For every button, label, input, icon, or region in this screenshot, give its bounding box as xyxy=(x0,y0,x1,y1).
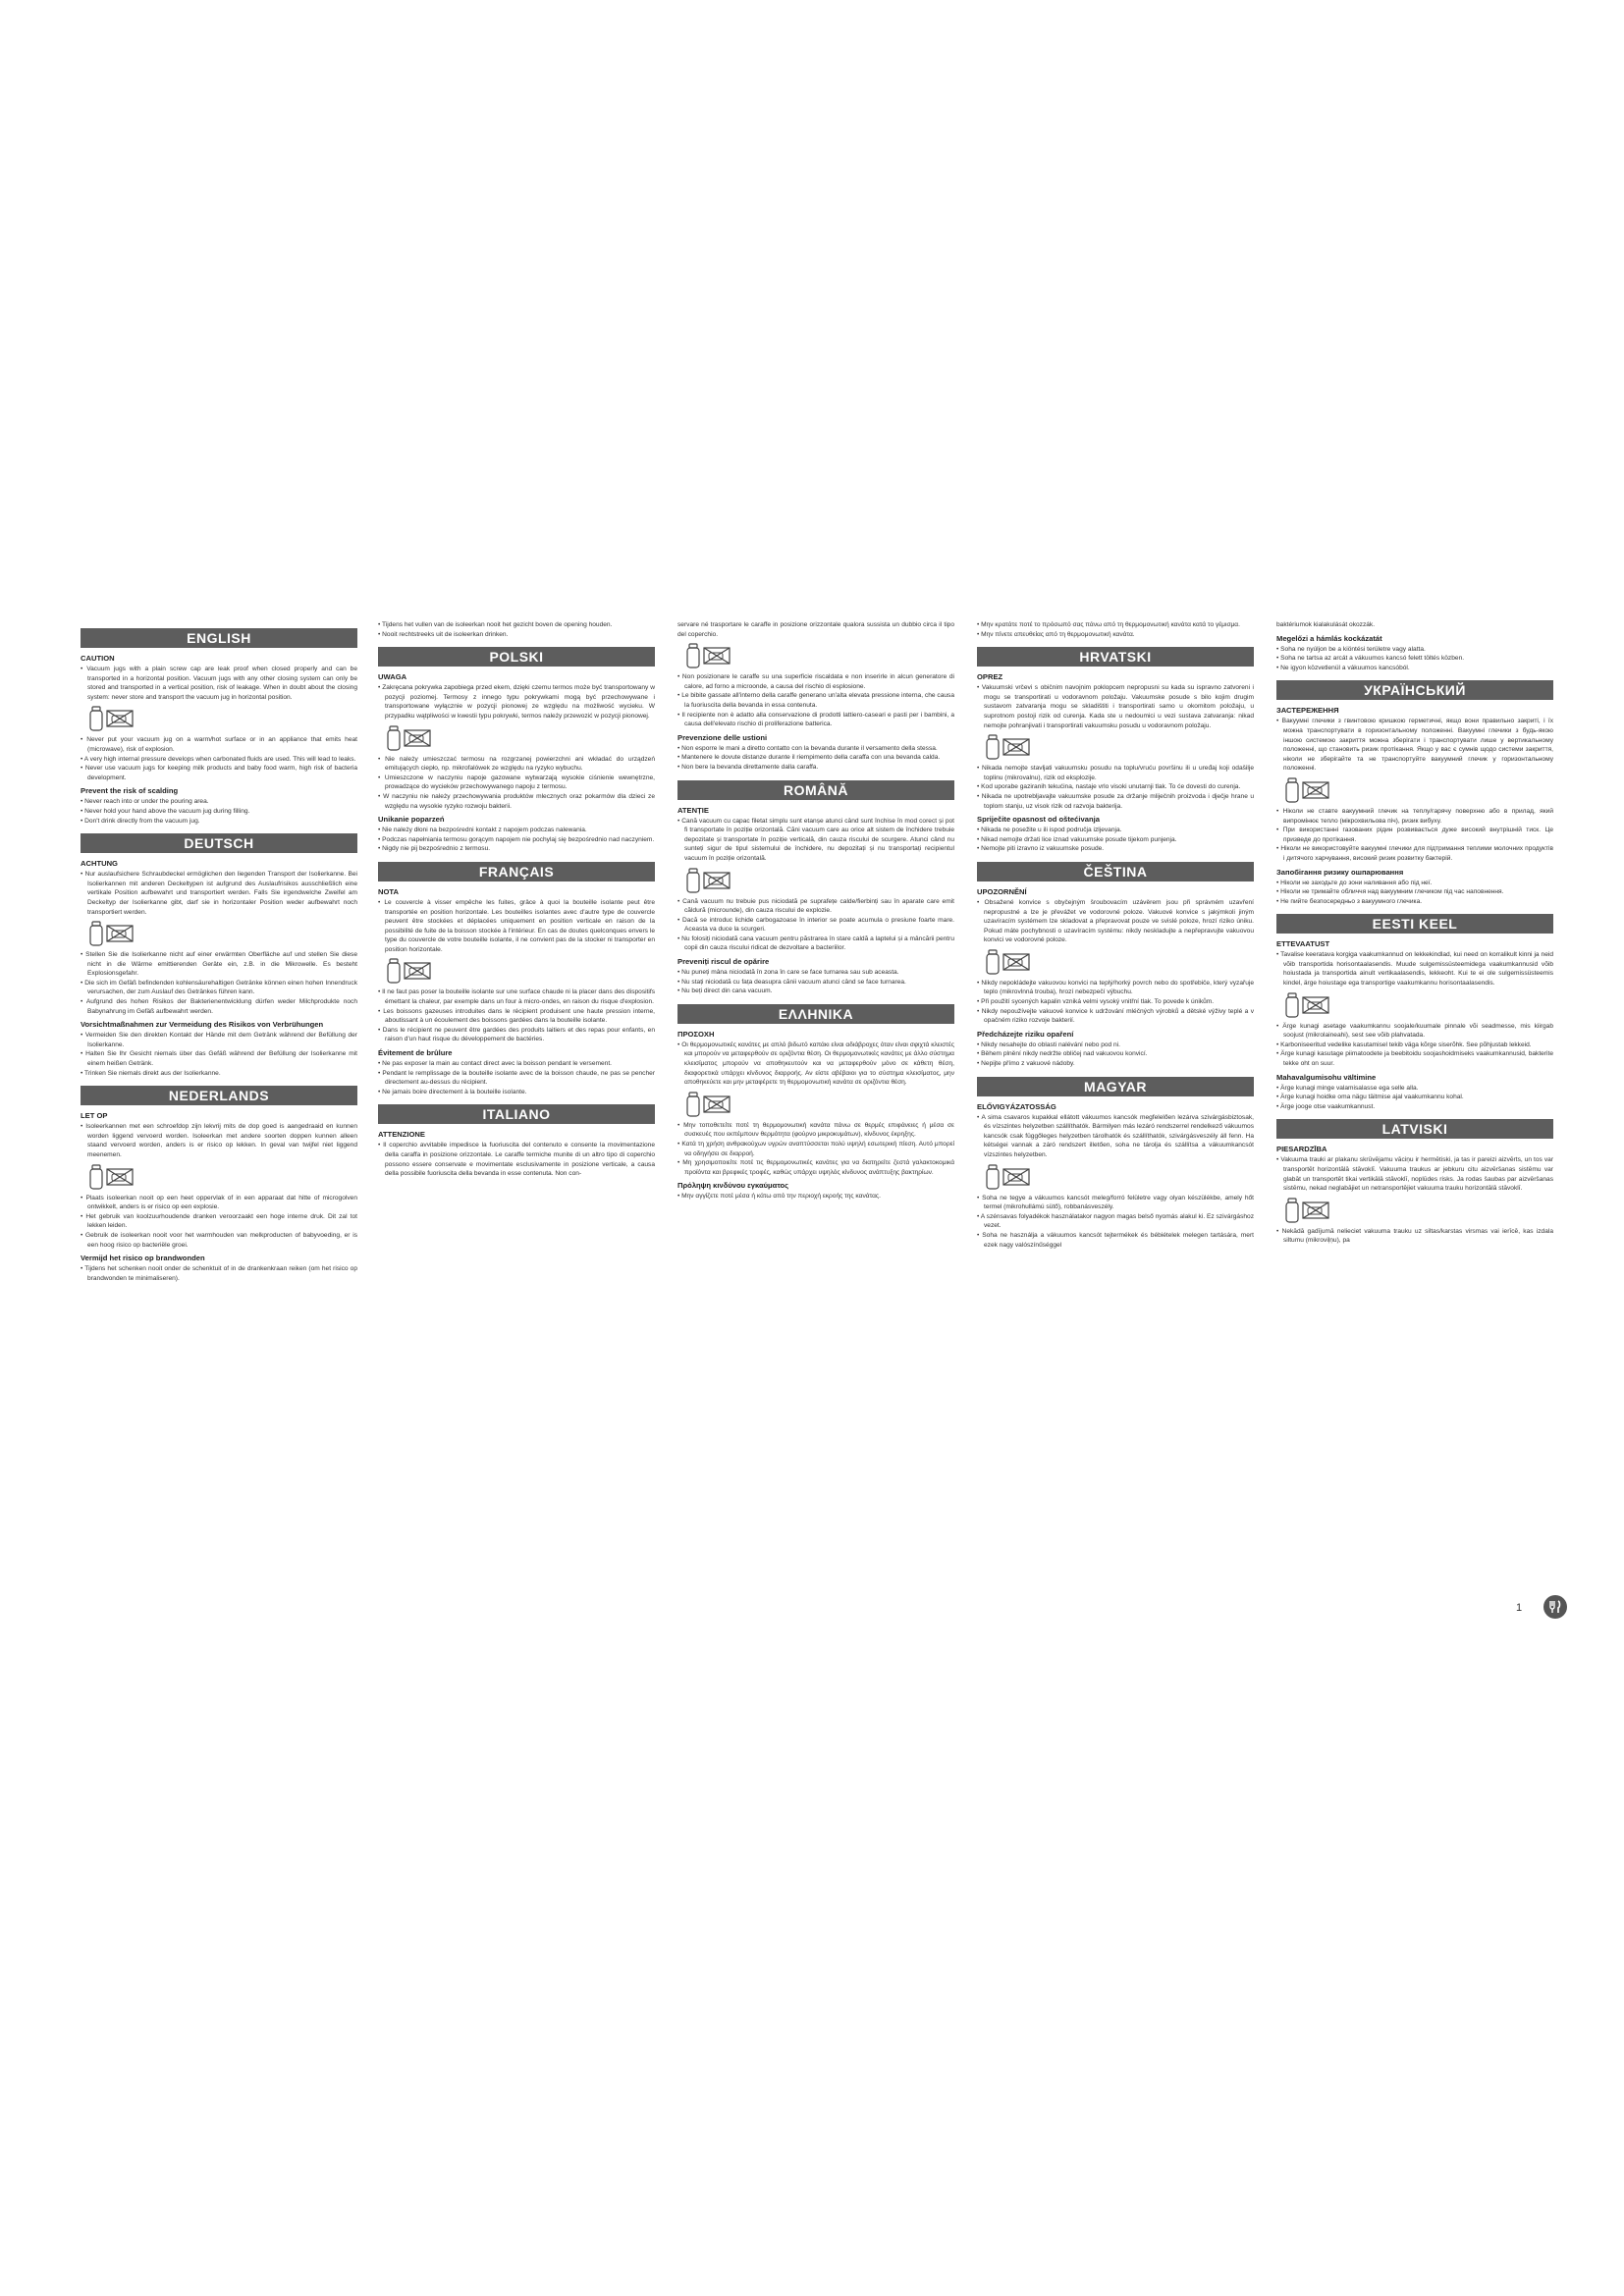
section-français xyxy=(378,862,655,1097)
bullet-item: • Vacuum jugs with a plain screw cap are leak proof when closed properly and can be transported in a horizontal position. Vacuum jugs with any other closing system can only be stored and transported in a vertical position, risk of leakage. When in doubt about the closing system: never store and transport the vacuum jug in horizontal position. xyxy=(81,665,357,702)
bullet-item: • Ärge jooge otse vaakumkannust. xyxy=(1276,1102,1553,1112)
bullet-item: • Nikada ne upotrebljavajte vakuumske posude za držanje mliječnih proizvoda i dječje hrane u toplom stanju, uz visok rizik od razvoja bakterija. xyxy=(977,792,1254,811)
bullet-item: • Κατά τη χρήση ανθρακούχων υγρών αναπτύσσεται πολύ υψηλή εσωτερική πίεση. Αυτό μπορεί να οδηγήσει σε διαρροή. xyxy=(677,1140,954,1158)
bullet-item: • Nur auslaufsichere Schraubdeckel ermöglichen den liegenden Transport der Isolierkanne. Bei Isolierkannen mit anderen Deckeltypen ist aufgrund des Auslaufrisikos ausschließlich eine vertikale Position aufbewahrt und transportiert werden. Falls Sie irgendwelche Zweifel am Deckeltyp der Isolierkanne gibt, darf sie in horizontaler Position weder aufbewahrt noch transportiert werden. xyxy=(81,870,357,917)
bullet-item: • Dans le récipient ne peuvent être gardées des produits laitiers et des repas pour enfants, en raison d'un haut risque du développement de bactéries. xyxy=(378,1026,655,1044)
bullet-item: • Karboniseeritud vedelike kasutamisel tekib väga kõrge siserõhk. See põhjustab lekkeid. xyxy=(1276,1041,1553,1050)
column-2 xyxy=(378,620,655,1183)
no-horizontal-warning-pictogram xyxy=(1284,1198,1553,1223)
section-magyar xyxy=(977,1077,1254,1251)
bullet-item: • Kod uporabe gaziranih tekućina, nastaje vrlo visoki unutarnji tlak. To će dovesti do curenja. xyxy=(977,782,1254,792)
upright-jug-icon xyxy=(985,1164,1001,1190)
bullet-item: • Cană vacuum cu capac filetat simplu sunt etanșe atunci când sunt închise în mod corect și pot fi transportate în poziție orizontală. Căni vacuum care au orice alt sistem de închidere trebuie depozitate și transportate în poziție verticală, din cauza riscului de scurgere. Atunci când nu sunteți sigur de tipul sistemului de închidere, nu depozitați și nu transportați recipientul vacuum în poziție orizontală. xyxy=(677,817,954,864)
subheading: UWAGA xyxy=(378,672,407,682)
bullet-item: • Ніколи не заходьте до зони наливання або під неї. xyxy=(1276,879,1553,888)
subheading: Prevent the risk of scalding xyxy=(81,786,179,796)
column-3 xyxy=(677,620,954,1205)
bullet-item: • Μην πίνετε απευθείας από τη θερμομονωτική κανάτα. xyxy=(977,630,1254,640)
bullet-item: • Během plnění nikdy nedržte obličej nad vakuovou konvicí. xyxy=(977,1049,1254,1059)
bullet-item: • Nu puneți mâna niciodată în zona în care se face turnarea sau sub aceasta. xyxy=(677,968,954,978)
bullet-item: • Nu beți direct din cana vacuum. xyxy=(677,987,954,996)
bullet-item: • Vakuuma trauki ar plakanu skrūvējamu vāciņu ir hermētiski, ja tas ir pareizi aizvērts, un tos var transportēt horizontālā stāvoklī. Vakuuma traukus ar jebkuru citu aizvēršanas sistēmu var glabāt un transportēt tikai vertikālā stāvoklī, noplūdes risks. Ja rodas šaubas par aizvēršanas sistēmu, nekad neglabājiet un netransportējiet vakuuma trauku horizontālā stāvoklī. xyxy=(1276,1155,1553,1193)
bullet-item: • Umieszczone w naczyniu napoje gazowane wytwarzają wysokie ciśnienie wewnętrzne, prowadzące do wycieków przechowywanego napoju z termosu. xyxy=(378,774,655,792)
bullet-item: • Nie należy dłoni na bezpośredni kontakt z napojem podczas nalewania. xyxy=(378,826,655,835)
no-horizontal-warning-pictogram xyxy=(685,1092,954,1117)
subheading: ATTENZIONE xyxy=(378,1130,425,1140)
bullet-item: • Ärge kunagi minge valamisalasse ega selle alla. xyxy=(1276,1084,1553,1094)
no-horizontal-warning-pictogram xyxy=(1284,777,1553,803)
bullet-item: • Nikad nemojte držati lice iznad vakuumske posude tijekom punjenja. xyxy=(977,835,1254,845)
section-український xyxy=(1276,680,1553,906)
upright-jug-icon xyxy=(88,706,104,731)
bullet-item: • Il ne faut pas poser la bouteille isolante sur une surface chaude ni la placer dans des dispositifs émettant la chaleur, par exemple dans un four à micro-ondes, en raison du risque d'explosion. xyxy=(378,988,655,1006)
upright-jug-icon xyxy=(88,1164,104,1190)
section-continued xyxy=(1276,620,1553,672)
crossed-horizontal-jug-icon xyxy=(1002,953,1030,971)
bullet-item: • Plaats isoleerkan nooit op een heet oppervlak of in een apparaat dat hitte of microgolven ontwikkelt, anders is er risico op een explosie. xyxy=(81,1194,357,1212)
paragraph: baktériumok kialakulását okozzák. xyxy=(1276,621,1376,628)
bullet-item: • Při použití sycených kapalin vzniká velmi vysoký vnitřní tlak. To povede k únikům. xyxy=(977,997,1254,1007)
section-ελληνικα xyxy=(677,1004,954,1201)
bullet-item: • Ніколи не ставте вакуумний глечик на теплу/гарячу поверхню або в прилад, який випромінює тепло (мікрохвильова піч), ризик вибуху. xyxy=(1276,807,1553,826)
bullet-item: • Nie należy umieszczać termosu na rozgrzanej powierzchni ani wkładać do urządzeń emitujących ciepło, np. mikrofalówek ze względu na ryzyko wybuchu. xyxy=(378,755,655,774)
subheading: ACHTUNG xyxy=(81,859,118,869)
bullet-item: • Soha ne tegye a vákuumos kancsót meleg/forró felületre vagy olyan készülékbe, amely hőt termel (mikrohullámú sütő), robbanásveszély. xyxy=(977,1194,1254,1212)
bullet-item: • Ne jamais boire directement à la bouteille isolante. xyxy=(378,1088,655,1097)
bullet-item: • Nikada ne posežite u ili ispod područja izljevanja. xyxy=(977,826,1254,835)
section-hrvatski xyxy=(977,647,1254,854)
bullet-item: • Ärge kunagi asetage vaakumkannu soojale/kuumale pinnale või seadmesse, mis kiirgab soojust (mikrolaineahi), sest see võib plahvatada. xyxy=(1276,1022,1553,1041)
bullet-item: • Nikdy nepokládejte vakuovou konvici na teplý/horký povrch nebo do spotřebiče, který vyzařuje teplo (mikrovlnná trouba), hrozí nebezpečí výbuchu. xyxy=(977,979,1254,997)
bullet-item: • Nikdy nesahejte do oblasti nalévání nebo pod ni. xyxy=(977,1041,1254,1050)
bullet-item: • Podczas napełniania termosu gorącym napojem nie pochylaj się bezpośrednio nad naczyniem. xyxy=(378,835,655,845)
upright-jug-icon xyxy=(985,949,1001,975)
bullet-item: • Μη χρησιμοποιείτε ποτέ τις θερμομονωτικές κανάτες για να διατηρείτε ζεστά γαλακτοκομικά προϊόντα και βρεφικές τροφές, καθώς υπάρχει υψηλός κίνδυνος ανάπτυξης βακτηρίων. xyxy=(677,1158,954,1177)
bullet-item: • Ніколи не використовуйте вакуумні глечики для підтримання теплими молочних продуктів і дитячого харчування, високий ризик розвитку бактерій. xyxy=(1276,844,1553,863)
crossed-horizontal-jug-icon xyxy=(703,872,731,889)
crossed-horizontal-jug-icon xyxy=(106,710,134,727)
language-heading: ENGLISH xyxy=(81,628,357,648)
subheading: ЗАСТЕРЕЖЕННЯ xyxy=(1276,706,1339,716)
subheading: Vermijd het risico op brandwonden xyxy=(81,1254,205,1263)
upright-jug-icon xyxy=(985,734,1001,760)
bullet-item: • Nu stați niciodată cu fața deasupra cănii vacuum atunci când se face turnarea. xyxy=(677,978,954,988)
subheading: Unikanie poparzeń xyxy=(378,815,445,825)
bullet-item: • Vakuumski vrčevi s običnim navojnim poklopcem nepropusni su kada su ispravno zatvoreni i mogu se transportirati u vodoravnom položaju. Vakuumske posude s bilo kojim drugim sustavom zatvaranja mogu se skladištiti i transportirati samo u okomitom položaju, u suprotnom postoji rizik od curenja. Kada ste u nedoumici u vezi sustava zatvaranja: nikad nemojte pohranjivati i transportirati vakuumsku posudu u vodoravnom položaju. xyxy=(977,683,1254,730)
crossed-horizontal-jug-icon xyxy=(106,1168,134,1186)
bullet-item: • Nikdy nepoužívejte vakuové konvice k udržování mléčných výrobků a dětské výživy teplé a v opačném riziko rozvoje bakterií. xyxy=(977,1007,1254,1026)
subheading: OPREZ xyxy=(977,672,1003,682)
bullet-item: • Never hold your hand above the vacuum jug during filling. xyxy=(81,807,357,817)
subheading: CAUTION xyxy=(81,654,115,663)
section-deutsch xyxy=(81,833,357,1078)
subheading: ELŐVIGYÁZATOSSÁG xyxy=(977,1101,1056,1111)
paragraph: servare né trasportare le caraffe in posizione orizzontale qualora sussista un dubbio circa il tipo del coperchio. xyxy=(677,621,954,638)
upright-jug-icon xyxy=(1284,992,1300,1018)
subheading: ATENȚIE xyxy=(677,805,709,815)
subheading: NOTA xyxy=(378,886,399,896)
bullet-item: • Le couvercle à visser empêche les fuites, grâce à quoi la bouteille isolante peut être transportée en position horizontale. Les bouteilles isolantes avec d'autre type de couvercle peuvent être stockées et déplacées uniquement en position verticale en raison de la possibilité de fuite de la boisson stockée à l'intérieur. En cas de doutes quelconques envers le type du couvercle de votre bouteille isolante, il ne convient pas de la stocker ni transporter en position horizontale. xyxy=(378,898,655,955)
subheading: PIESARDZĪBA xyxy=(1276,1145,1327,1154)
upright-jug-icon xyxy=(88,921,104,946)
bullet-item: • Non posizionare le caraffe su una superficie riscaldata e non inserirle in alcun generatore di calore, ad forno a microonde, a causa del rischio di esplosione. xyxy=(677,672,954,691)
section-čeština xyxy=(977,862,1254,1069)
bullet-item: • Soha ne tartsa az arcát a vákuumos kancsó felett töltés közben. xyxy=(1276,654,1553,664)
bullet-item: • Вакуумні глечики з гвинтовою кришкою герметичні, якщо вони правильно закриті, і їх можна транспортувати в горизонтальному положенні. Вакуумні глечики з будь-якою іншою системою закриття можна зберігати і транспортувати лише у вертикальному положенні, що становить ризик протікання. Якщо у вас є сумнів щодо системи закриття, ніколи не зберігайте та не транспортуйте вакуумний глечик у горизонтальному положенні. xyxy=(1276,717,1553,774)
bullet-item: • Οι θερμομονωτικές κανάτες με απλό βιδωτό καπάκι είναι αδιάβροχες όταν είναι σφιχτά κλειστές και μπορούν να μεταφερθούν σε οριζόντια θέση. Οι θερμομονωτικές κανάτες με άλλο σύστημα κλεισίματος μπορούν να αποθηκευτούν και να μεταφερθούν μόνο σε κάθετη θέση, διαφορετικά υπάρχει κίνδυνος διαρροής. Αν είστε αβέβαιοι για το σύστημα κλεισίματος, μην αποθηκεύετε και μην μεταφέρετε τη θερμομονωτική κανάτα σε οριζόντια θέση. xyxy=(677,1041,954,1088)
subheading: Spriječite opasnost od oštećivanja xyxy=(977,815,1100,825)
bullet-item: • Nekādā gadījumā nelieciet vakuuma trauku uz siltas/karstas virsmas vai ierīcē, kas izdala siltumu (mikroviļņu), pa xyxy=(1276,1227,1553,1246)
bullet-item: • Μην τοποθετείτε ποτέ τη θερμομονωτική κανάτα πάνω σε θερμές επιφάνειες ή μέσα σε συσκευές που εκπέμπουν θερμότητα (φούρνο μικροκυμάτων), κίνδυνος έκρηξης. xyxy=(677,1121,954,1140)
section-english xyxy=(81,628,357,826)
column-5 xyxy=(1276,620,1553,1250)
no-horizontal-warning-pictogram xyxy=(88,1164,357,1190)
bullet-item: • Stellen Sie die Isolierkanne nicht auf einer erwärmten Oberfläche auf und stellen Sie diese nicht in die Wärme emittierenden Geräte ein, z.B. in die Mikrowelle. Es besteht Explosionsgefahr. xyxy=(81,950,357,979)
bullet-item: • Nigdy nie pij bezpośrednio z termosu. xyxy=(378,844,655,854)
bullet-item: • Mantenere le dovute distanze durante il riempimento della caraffa con una bevanda calda. xyxy=(677,753,954,763)
subheading: Évitement de brûlure xyxy=(378,1048,453,1058)
bullet-item: • Zakręcana pokrywka zapobiega przed ekem, dzięki czemu termos może być transportowany w pozycji poziomej. Termosy z innego typu pokrywkami mogą być przechowywane i transportowane wyłącznie w pozycji pionowej ze względu na możliwość wycieku. W przypadku wątpliwości w kwestii typu pokrywki, termos należy przewozić w pozycji pionowej. xyxy=(378,683,655,721)
bullet-item: • Non bere la bevanda direttamente dalla caraffa. xyxy=(677,763,954,773)
upright-jug-icon xyxy=(685,643,701,668)
no-horizontal-warning-pictogram xyxy=(386,725,655,751)
bullet-item: • Soha ne nyúljon be a kiöntési területre vagy alatta. xyxy=(1276,645,1553,655)
section-română xyxy=(677,780,954,996)
language-heading: DEUTSCH xyxy=(81,833,357,853)
bullet-item: • Tijdens het vullen van de isoleerkan nooit het gezicht boven de opening houden. xyxy=(378,620,655,630)
section-nederlands xyxy=(81,1086,357,1283)
bullet-item: • Les boissons gazeuses introduites dans le récipient produisent une haute pression interne, aboutissant à un écoulement des boissons gardées dans la bouteille isolante. xyxy=(378,1007,655,1026)
bullet-item: • Μην κρατάτε ποτέ το πρόσωπό σας πάνω από τη θερμομονωτική κανάτα κατά το γέμισμα. xyxy=(977,620,1254,630)
crossed-horizontal-jug-icon xyxy=(1302,1201,1329,1219)
upright-jug-icon xyxy=(685,868,701,893)
bullet-item: • Ärge kunagi kasutage piimatoodete ja beebitoidu soojashoidmiseks vaakumkannusid, bakterite tekke oht on suur. xyxy=(1276,1049,1553,1068)
bullet-item: • Μην αγγίζετε ποτέ μέσα ή κάτω από την περιοχή εκροής της κανάτας. xyxy=(677,1192,954,1201)
bullet-item: • Pendant le remplissage de la bouteille isolante avec de la boisson chaude, ne pas se pencher directement au-dessus du récipient. xyxy=(378,1069,655,1088)
no-horizontal-warning-pictogram xyxy=(386,958,655,984)
bullet-item: • Aufgrund des hohen Risikos der Bakterienentwicklung dürfen weder Milchprodukte noch Babynahrung im Gefäß aufbewahrt werden. xyxy=(81,997,357,1016)
page-number: 1 xyxy=(1516,1602,1523,1614)
subheading: LET OP xyxy=(81,1111,108,1121)
bullet-item: • Never reach into or under the pouring area. xyxy=(81,797,357,807)
bullet-item: • Gebruik de isoleerkan nooit voor het warmhouden van melkproducten of babyvoeding, er is een hoog risico op bacteriële groei. xyxy=(81,1231,357,1250)
bullet-item: • Don't drink directly from the vacuum jug. xyxy=(81,817,357,827)
bullet-item: • Het gebruik van koolzuurhoudende dranken veroorzaakt een hoge interne druk. Dit zal tot lekken leiden. xyxy=(81,1212,357,1231)
section-italiano xyxy=(378,1104,655,1178)
brand-logo-icon xyxy=(1543,1595,1567,1619)
bullet-item: • Cană vacuum nu trebuie pus niciodată pe suprafețe calde/fierbinți sau în aparate care emit căldură (microunde), din cauza riscului de explozie. xyxy=(677,897,954,916)
subheading: Πρόληψη κινδύνου εγκαύματος xyxy=(677,1181,789,1191)
crossed-horizontal-jug-icon xyxy=(404,962,431,980)
upright-jug-icon xyxy=(386,958,402,984)
upright-jug-icon xyxy=(1284,1198,1300,1223)
subheading: Megelőzi a hámlás kockázatát xyxy=(1276,633,1382,643)
section-continued xyxy=(977,620,1254,639)
bullet-item: • Never put your vacuum jug on a warm/hot surface or in an appliance that emits heat (microwave), risk of explosion. xyxy=(81,735,357,754)
language-heading: FRANÇAIS xyxy=(378,862,655,881)
bullet-item: • A sima csavaros kupakkal ellátott vákuumos kancsók megfelelően lezárva szivárgásbiztosak, és vízszintes helyzetben szállíthatók. Bármilyen más lezáró rendszerrel rendelkező vákuumos kancsók csak függőleges helyzetben tárolhatók és szállíthatók, szivárgásveszély áll fenn. Ha kétségei vannak a záró rendszert illetően, soha ne tárolja és szállítsa a vákuumkancsót vízszintes helyzetben. xyxy=(977,1113,1254,1160)
language-heading: LATVISKI xyxy=(1276,1119,1553,1139)
bullet-item: • Nemojte piti izravno iz vakuumske posude. xyxy=(977,844,1254,854)
subheading: Prevenzione delle ustioni xyxy=(677,732,768,742)
upright-jug-icon xyxy=(1284,777,1300,803)
language-heading: ITALIANO xyxy=(378,1104,655,1124)
column-4 xyxy=(977,620,1254,1254)
bullet-item: • Il recipiente non è adatto alla conservazione di prodotti lattiero-caseari e pasti per i bambini, a causa dell'elevato rischio di proliferazione batterica. xyxy=(677,711,954,729)
no-horizontal-warning-pictogram xyxy=(985,734,1254,760)
bullet-item: • Never use vacuum jugs for keeping milk products and baby food warm, high risk of bacteria development. xyxy=(81,764,357,782)
bullet-item: • Trinken Sie niemals direkt aus der Isolierkanne. xyxy=(81,1069,357,1079)
bullet-item: • Не пийте безпосередньо з вакуумного глечика. xyxy=(1276,897,1553,907)
language-heading: NEDERLANDS xyxy=(81,1086,357,1105)
bullet-item: • W naczyniu nie należy przechowywania produktów mlecznych oraz pokarmów dla dzieci ze względu na wysokie ryzyko rozwoju bakterii. xyxy=(378,792,655,811)
bullet-item: • Nu folosiți niciodată cana vacuum pentru păstrarea în stare caldă a laptelui și a mâncării pentru copii din cauza riscului ridicat de dezvoltare a bacteriilor. xyxy=(677,934,954,953)
bullet-item: • Ne igyon közvetlenül a vákuumos kancsóból. xyxy=(1276,664,1553,673)
crossed-horizontal-jug-icon xyxy=(1302,996,1329,1014)
bullet-item: • Ніколи не тримайте обличчя над вакуумним глечиком під час наповнення. xyxy=(1276,887,1553,897)
subheading: Preveniți riscul de opărire xyxy=(677,957,770,967)
bullet-item: • Die sich im Gefäß befindenden kohlensäurehaltigen Getränke können einen hohen Innendruck verursachen, der zum Auslauf des Getränkes führen kann. xyxy=(81,979,357,997)
bullet-item: • Tijdens het schenken nooit onder de schenktuit of in de drankenkraan reiken (om het risico op brandwonden te minimaliseren). xyxy=(81,1264,357,1283)
bullet-item: • Isoleerkannen met een schroefdop zijn lekvrij mits de dop goed is aangedraaid en kunnen worden liggend vervoerd worden. Isoleerkan met andere soorten doppen kunnen alleen staand vervoerd worden, anders is er risico op lekken. In geval van twijfel niet liggend meenemen. xyxy=(81,1122,357,1159)
section-eesti-keel xyxy=(1276,914,1553,1111)
subheading: ETTEVAATUST xyxy=(1276,939,1330,949)
language-heading: EESTI KEEL xyxy=(1276,914,1553,934)
no-horizontal-warning-pictogram xyxy=(985,1164,1254,1190)
no-horizontal-warning-pictogram xyxy=(685,868,954,893)
bullet-item: • Non esporre le mani a diretto contatto con la bevanda durante il versamento della stessa. xyxy=(677,744,954,754)
bullet-item: • A very high internal pressure develops when carbonated fluids are used. This will lead to leaks. xyxy=(81,755,357,765)
crossed-horizontal-jug-icon xyxy=(1002,738,1030,756)
crossed-horizontal-jug-icon xyxy=(404,729,431,747)
no-horizontal-warning-pictogram xyxy=(88,921,357,946)
no-horizontal-warning-pictogram xyxy=(88,706,357,731)
subheading: Vorsichtmaßnahmen zur Vermeidung des Risikos von Verbrühungen xyxy=(81,1020,324,1030)
language-heading: УКРАЇНСЬКИЙ xyxy=(1276,680,1553,700)
language-heading: HRVATSKI xyxy=(977,647,1254,667)
bullet-item: • Tavalise keeratava korgiga vaakumkannud on lekkekindlad, kui need on korralikult kinni ja neid võib transportida horisontaalasendis. Muude sulgemissüsteemidega vaakumkannusid võib hoiustada ja transportida ainult vertikaalasendis, lekkeoht. Kui te ei ole sulgemissüsteemis kindel, ärge hoiustage ega transportige vaakumkannu horisontaalasendis. xyxy=(1276,950,1553,988)
bullet-item: • Halten Sie Ihr Gesicht niemals über das Gefäß während der Befüllung der Isolierkanne mit einem heißen Getränk. xyxy=(81,1049,357,1068)
no-horizontal-warning-pictogram xyxy=(685,643,954,668)
subheading: Předcházejte riziku opaření xyxy=(977,1029,1074,1039)
bullet-item: • Le bibite gassate all'interno della caraffe generano un'alta elevata pressione interna, che causa la fuoriuscita della bevanda in essa contenuta. xyxy=(677,691,954,710)
bullet-item: • Ne pas exposer la main au contact direct avec la boisson pendant le versement. xyxy=(378,1059,655,1069)
language-heading: POLSKI xyxy=(378,647,655,667)
bullet-item: • Il coperchio avvitabile impedisce la fuoriuscita del contenuto e consente la movimentazione della caraffa in posizione orizzontale. Le caraffe termiche munite di un altro tipo di coperchio possono essere conservate e movimentate esclusivamente in posizione verticale, a causa della possibile fuoriuscita della bevanda in esse contenuta. Non con- xyxy=(378,1141,655,1178)
section-continued xyxy=(378,620,655,639)
language-heading: ČEŠTINA xyxy=(977,862,1254,881)
bullet-item: • Soha ne használja a vákuumos kancsót tejtermékek és bébiételek melegen tartására, mert ezek nagy valószínűséggel xyxy=(977,1231,1254,1250)
bullet-item: • При використанні газованих рідин розвивається дуже високий внутрішній тиск. Це призведе до протікання. xyxy=(1276,826,1553,844)
column-1 xyxy=(81,620,357,1287)
subheading: Mahavalgumisohu vältimine xyxy=(1276,1072,1377,1082)
language-heading: MAGYAR xyxy=(977,1077,1254,1096)
upright-jug-icon xyxy=(685,1092,701,1117)
no-horizontal-warning-pictogram xyxy=(1284,992,1553,1018)
crossed-horizontal-jug-icon xyxy=(703,647,731,665)
subheading: UPOZORNĚNÍ xyxy=(977,886,1027,896)
subheading: Запобігання ризику ошпарювання xyxy=(1276,867,1404,877)
crossed-horizontal-jug-icon xyxy=(106,925,134,942)
crossed-horizontal-jug-icon xyxy=(703,1095,731,1113)
bullet-item: • Vermeiden Sie den direkten Kontakt der Hände mit dem Getränk während der Befüllung der Isolierkanne. xyxy=(81,1031,357,1049)
subheading: ΠΡΟΣΟΧΗ xyxy=(677,1029,715,1039)
upright-jug-icon xyxy=(386,725,402,751)
language-heading: ΕΛΛΗΝΙΚΑ xyxy=(677,1004,954,1024)
bullet-item: • Nepijte přímo z vakuové nádoby. xyxy=(977,1059,1254,1069)
bullet-item: • Dacă se introduc lichide carbogazoase în interior se poate acumula o presiune foarte mare. Aceasta va duce la scurgeri. xyxy=(677,916,954,934)
no-horizontal-warning-pictogram xyxy=(985,949,1254,975)
crossed-horizontal-jug-icon xyxy=(1302,781,1329,799)
bullet-item: • Nooit rechtstreeks uit de isoleerkan drinken. xyxy=(378,630,655,640)
section-continued xyxy=(677,620,954,773)
language-heading: ROMÂNĂ xyxy=(677,780,954,800)
bullet-item: • Obsažené konvice s obyčejným šroubovacím uzávěrem jsou při správném uzavření nepropustné a lze je převážet ve vodorovné poloze. Vakuové konvice s jakýmkoli jiným uzavíracím systémem lze skladovat a přepravovat pouze ve svislé poloze, hrozí riziko úniku. Pokud máte pochybnosti o uzavíracím systému: nikdy neskladujte a nepřepravujte vakuovou konvici ve vodorovné poloze. xyxy=(977,898,1254,945)
bullet-item: • A szénsavas folyadékok használatakor nagyon magas belső nyomás alakul ki. Ez szivárgáshoz vezet. xyxy=(977,1212,1254,1231)
section-polski xyxy=(378,647,655,854)
bullet-item: • Ärge kunagi hoidke oma nägu täitmise ajal vaakumkannu kohal. xyxy=(1276,1093,1553,1102)
crossed-horizontal-jug-icon xyxy=(1002,1168,1030,1186)
bullet-item: • Nikada nemojte stavljati vakuumsku posudu na toplu/vruću površinu ili u uređaj koji odašilje toplinu (mikrovalnu), rizik od eksplozije. xyxy=(977,764,1254,782)
section-latviski xyxy=(1276,1119,1553,1246)
